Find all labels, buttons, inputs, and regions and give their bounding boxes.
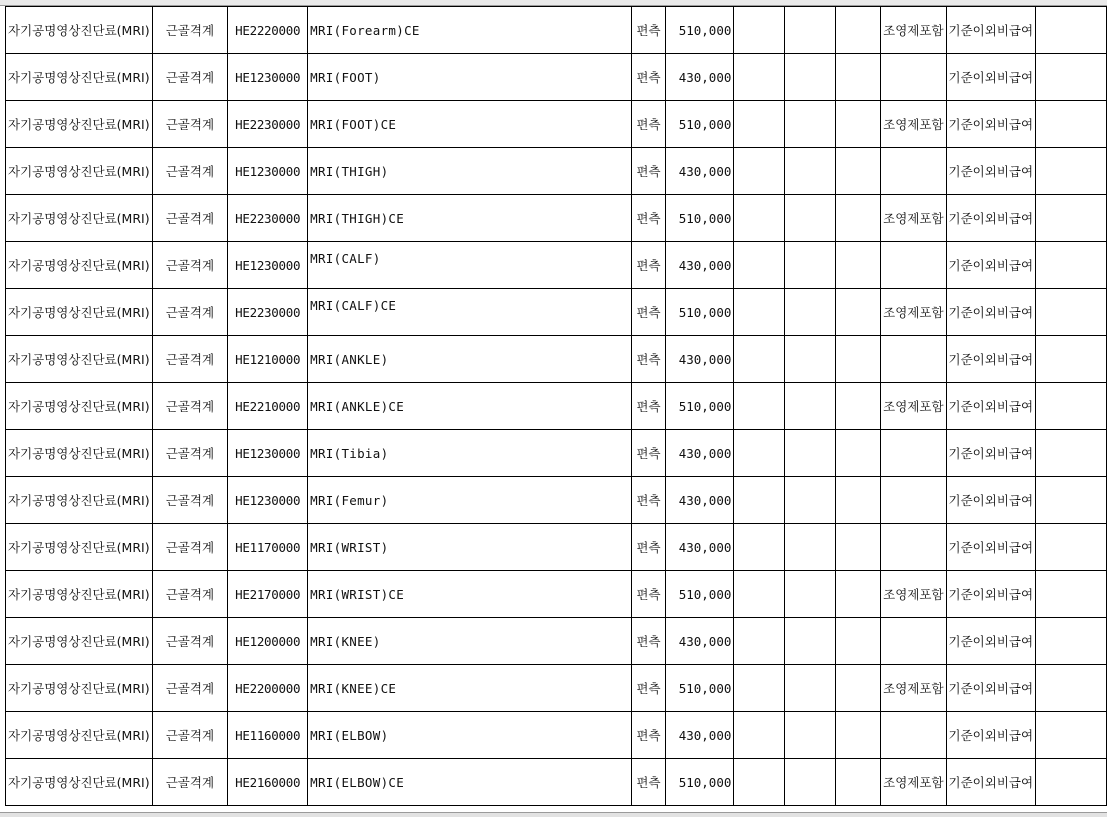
coverage-cell[interactable]: 기준이외비급여 <box>946 712 1036 759</box>
description-cell[interactable]: MRI(WRIST)CE <box>308 571 631 618</box>
empty-cell[interactable] <box>785 7 836 54</box>
empty-cell[interactable] <box>836 336 881 383</box>
procedure-name-cell[interactable]: 자기공명영상진단료(MRI) <box>6 289 153 336</box>
contrast-note-cell[interactable] <box>881 336 946 383</box>
contrast-note-cell[interactable]: 조영제포함 <box>881 665 946 712</box>
edi-code-cell[interactable]: HE2220000 <box>228 7 308 54</box>
price-cell[interactable]: 430,000 <box>666 524 734 571</box>
empty-cell[interactable] <box>734 7 785 54</box>
empty-cell[interactable] <box>734 759 785 806</box>
laterality-cell[interactable]: 편측 <box>631 242 666 289</box>
empty-cell[interactable] <box>836 242 881 289</box>
empty-cell[interactable] <box>836 524 881 571</box>
price-cell[interactable]: 510,000 <box>666 665 734 712</box>
empty-cell[interactable] <box>1036 665 1107 712</box>
body-system-cell[interactable]: 근골격계 <box>152 289 228 336</box>
body-system-cell[interactable]: 근골격계 <box>152 242 228 289</box>
empty-cell[interactable] <box>836 571 881 618</box>
empty-cell[interactable] <box>1036 148 1107 195</box>
description-cell[interactable]: MRI(CALF)CE <box>308 289 631 336</box>
description-cell[interactable]: MRI(Forearm)CE <box>308 7 631 54</box>
edi-code-cell[interactable]: HE1160000 <box>228 712 308 759</box>
laterality-cell[interactable]: 편측 <box>631 430 666 477</box>
table-body <box>6 7 1107 806</box>
coverage-cell[interactable]: 기준이외비급여 <box>946 54 1036 101</box>
edi-code-cell[interactable]: HE2200000 <box>228 665 308 712</box>
procedure-name-cell[interactable]: 자기공명영상진단료(MRI) <box>6 101 153 148</box>
edi-code-cell[interactable]: HE1230000 <box>228 477 308 524</box>
empty-cell[interactable] <box>734 101 785 148</box>
empty-cell[interactable] <box>734 665 785 712</box>
table-row <box>6 7 1107 54</box>
coverage-cell[interactable]: 기준이외비급여 <box>946 195 1036 242</box>
procedure-name-cell[interactable]: 자기공명영상진단료(MRI) <box>6 759 153 806</box>
laterality-cell[interactable]: 편측 <box>631 477 666 524</box>
procedure-name-cell[interactable]: 자기공명영상진단료(MRI) <box>6 336 153 383</box>
empty-cell[interactable] <box>734 477 785 524</box>
description-cell[interactable]: MRI(THIGH) <box>308 148 631 195</box>
coverage-cell[interactable]: 기준이외비급여 <box>946 430 1036 477</box>
description-cell[interactable]: MRI(ELBOW)CE <box>308 759 631 806</box>
empty-cell[interactable] <box>836 101 881 148</box>
procedure-name-cell[interactable]: 자기공명영상진단료(MRI) <box>6 54 153 101</box>
table-row <box>6 289 1107 336</box>
empty-cell[interactable] <box>734 195 785 242</box>
edi-code-cell[interactable]: HE2170000 <box>228 571 308 618</box>
empty-cell[interactable] <box>734 430 785 477</box>
coverage-cell[interactable]: 기준이외비급여 <box>946 148 1036 195</box>
empty-cell[interactable] <box>1036 101 1107 148</box>
empty-cell[interactable] <box>734 336 785 383</box>
contrast-note-cell[interactable] <box>881 54 946 101</box>
price-cell[interactable]: 430,000 <box>666 430 734 477</box>
laterality-cell[interactable]: 편측 <box>631 289 666 336</box>
price-cell[interactable]: 430,000 <box>666 54 734 101</box>
body-system-cell[interactable]: 근골격계 <box>152 195 228 242</box>
laterality-cell[interactable]: 편측 <box>631 665 666 712</box>
contrast-note-cell[interactable] <box>881 242 946 289</box>
empty-cell[interactable] <box>1036 618 1107 665</box>
empty-cell[interactable] <box>836 618 881 665</box>
coverage-cell[interactable]: 기준이외비급여 <box>946 618 1036 665</box>
body-system-cell[interactable]: 근골격계 <box>152 148 228 195</box>
fee-table <box>5 6 1107 806</box>
laterality-cell[interactable]: 편측 <box>631 524 666 571</box>
price-cell[interactable]: 430,000 <box>666 618 734 665</box>
procedure-name-cell[interactable]: 자기공명영상진단료(MRI) <box>6 195 153 242</box>
price-cell[interactable]: 510,000 <box>666 759 734 806</box>
description-cell[interactable]: MRI(KNEE) <box>308 618 631 665</box>
empty-cell[interactable] <box>734 383 785 430</box>
laterality-cell[interactable]: 편측 <box>631 101 666 148</box>
empty-cell[interactable] <box>734 289 785 336</box>
procedure-name-cell[interactable]: 자기공명영상진단료(MRI) <box>6 7 153 54</box>
table-row <box>6 336 1107 383</box>
table-row <box>6 618 1107 665</box>
table-row <box>6 54 1107 101</box>
contrast-note-cell[interactable]: 조영제포함 <box>881 759 946 806</box>
description-cell[interactable]: MRI(Tibia) <box>308 430 631 477</box>
coverage-cell[interactable]: 기준이외비급여 <box>946 101 1036 148</box>
empty-cell[interactable] <box>785 524 836 571</box>
empty-cell[interactable] <box>1036 336 1107 383</box>
table-row <box>6 242 1107 289</box>
empty-cell[interactable] <box>1036 383 1107 430</box>
contrast-note-cell[interactable]: 조영제포함 <box>881 101 946 148</box>
empty-cell[interactable] <box>785 383 836 430</box>
contrast-note-cell[interactable]: 조영제포함 <box>881 289 946 336</box>
contrast-note-cell[interactable]: 조영제포함 <box>881 195 946 242</box>
table-row <box>6 524 1107 571</box>
coverage-cell[interactable]: 기준이외비급여 <box>946 7 1036 54</box>
body-system-cell[interactable]: 근골격계 <box>152 618 228 665</box>
edi-code-cell[interactable]: HE1210000 <box>228 336 308 383</box>
coverage-cell[interactable]: 기준이외비급여 <box>946 383 1036 430</box>
procedure-name-cell[interactable]: 자기공명영상진단료(MRI) <box>6 430 153 477</box>
coverage-cell[interactable]: 기준이외비급여 <box>946 477 1036 524</box>
laterality-cell[interactable]: 편측 <box>631 195 666 242</box>
laterality-cell[interactable]: 편측 <box>631 336 666 383</box>
contrast-note-cell[interactable] <box>881 477 946 524</box>
coverage-cell[interactable]: 기준이외비급여 <box>946 336 1036 383</box>
price-cell[interactable]: 510,000 <box>666 101 734 148</box>
body-system-cell[interactable]: 근골격계 <box>152 712 228 759</box>
edi-code-cell[interactable]: HE1230000 <box>228 148 308 195</box>
procedure-name-cell[interactable]: 자기공명영상진단료(MRI) <box>6 571 153 618</box>
empty-cell[interactable] <box>836 195 881 242</box>
empty-cell[interactable] <box>836 383 881 430</box>
contrast-note-cell[interactable]: 조영제포함 <box>881 383 946 430</box>
table-row <box>6 430 1107 477</box>
edi-code-cell[interactable]: HE1230000 <box>228 242 308 289</box>
procedure-name-cell[interactable]: 자기공명영상진단료(MRI) <box>6 383 153 430</box>
contrast-note-cell[interactable] <box>881 430 946 477</box>
empty-cell[interactable] <box>734 54 785 101</box>
coverage-cell[interactable]: 기준이외비급여 <box>946 524 1036 571</box>
contrast-note-cell[interactable] <box>881 524 946 571</box>
empty-cell[interactable] <box>785 477 836 524</box>
empty-cell[interactable] <box>734 148 785 195</box>
laterality-cell[interactable]: 편측 <box>631 618 666 665</box>
description-cell[interactable]: MRI(THIGH)CE <box>308 195 631 242</box>
price-cell[interactable]: 510,000 <box>666 7 734 54</box>
description-cell[interactable]: MRI(CALF) <box>308 242 631 289</box>
laterality-cell[interactable]: 편측 <box>631 383 666 430</box>
body-system-cell[interactable]: 근골격계 <box>152 524 228 571</box>
empty-cell[interactable] <box>1036 289 1107 336</box>
edi-code-cell[interactable]: HE1170000 <box>228 524 308 571</box>
empty-cell[interactable] <box>785 571 836 618</box>
edi-code-cell[interactable]: HE2230000 <box>228 289 308 336</box>
body-system-cell[interactable]: 근골격계 <box>152 665 228 712</box>
description-cell[interactable]: MRI(FOOT) <box>308 54 631 101</box>
table-row <box>6 148 1107 195</box>
sheet-bottom-edge <box>0 812 1107 817</box>
body-system-cell[interactable]: 근골격계 <box>152 336 228 383</box>
edi-code-cell[interactable]: HE2230000 <box>228 195 308 242</box>
price-cell[interactable]: 430,000 <box>666 148 734 195</box>
coverage-cell[interactable]: 기준이외비급여 <box>946 571 1036 618</box>
empty-cell[interactable] <box>836 665 881 712</box>
description-cell[interactable]: MRI(ANKLE)CE <box>308 383 631 430</box>
laterality-cell[interactable]: 편측 <box>631 148 666 195</box>
body-system-cell[interactable]: 근골격계 <box>152 477 228 524</box>
procedure-name-cell[interactable]: 자기공명영상진단료(MRI) <box>6 618 153 665</box>
empty-cell[interactable] <box>785 665 836 712</box>
contrast-note-cell[interactable]: 조영제포함 <box>881 7 946 54</box>
description-cell[interactable]: MRI(ELBOW) <box>308 712 631 759</box>
contrast-note-cell[interactable]: 조영제포함 <box>881 571 946 618</box>
empty-cell[interactable] <box>1036 195 1107 242</box>
procedure-name-cell[interactable]: 자기공명영상진단료(MRI) <box>6 148 153 195</box>
empty-cell[interactable] <box>785 336 836 383</box>
coverage-cell[interactable]: 기준이외비급여 <box>946 242 1036 289</box>
empty-cell[interactable] <box>836 759 881 806</box>
empty-cell[interactable] <box>836 477 881 524</box>
procedure-name-cell[interactable]: 자기공명영상진단료(MRI) <box>6 524 153 571</box>
description-cell[interactable]: MRI(ANKLE) <box>308 336 631 383</box>
description-cell[interactable]: MRI(WRIST) <box>308 524 631 571</box>
body-system-cell[interactable]: 근골격계 <box>152 7 228 54</box>
procedure-name-cell[interactable]: 자기공명영상진단료(MRI) <box>6 477 153 524</box>
price-cell[interactable]: 430,000 <box>666 242 734 289</box>
edi-code-cell[interactable]: HE1230000 <box>228 430 308 477</box>
body-system-cell[interactable]: 근골격계 <box>152 383 228 430</box>
table-row <box>6 759 1107 806</box>
edi-code-cell[interactable]: HE2160000 <box>228 759 308 806</box>
price-cell[interactable]: 510,000 <box>666 383 734 430</box>
laterality-cell[interactable]: 편측 <box>631 54 666 101</box>
empty-cell[interactable] <box>734 242 785 289</box>
empty-cell[interactable] <box>734 571 785 618</box>
empty-cell[interactable] <box>785 712 836 759</box>
empty-cell[interactable] <box>734 524 785 571</box>
empty-cell[interactable] <box>785 759 836 806</box>
empty-cell[interactable] <box>836 712 881 759</box>
edi-code-cell[interactable]: HE2210000 <box>228 383 308 430</box>
table-row <box>6 383 1107 430</box>
procedure-name-cell[interactable]: 자기공명영상진단료(MRI) <box>6 242 153 289</box>
empty-cell[interactable] <box>785 148 836 195</box>
price-cell[interactable]: 430,000 <box>666 477 734 524</box>
coverage-cell[interactable]: 기준이외비급여 <box>946 665 1036 712</box>
empty-cell[interactable] <box>1036 759 1107 806</box>
table-row <box>6 195 1107 242</box>
body-system-cell[interactable]: 근골격계 <box>152 759 228 806</box>
empty-cell[interactable] <box>836 54 881 101</box>
empty-cell[interactable] <box>785 430 836 477</box>
table-row <box>6 571 1107 618</box>
description-cell[interactable]: MRI(Femur) <box>308 477 631 524</box>
table-row <box>6 477 1107 524</box>
contrast-note-cell[interactable] <box>881 148 946 195</box>
empty-cell[interactable] <box>1036 571 1107 618</box>
empty-cell[interactable] <box>785 618 836 665</box>
empty-cell[interactable] <box>734 618 785 665</box>
body-system-cell[interactable]: 근골격계 <box>152 54 228 101</box>
table-row <box>6 665 1107 712</box>
empty-cell[interactable] <box>785 101 836 148</box>
empty-cell[interactable] <box>1036 242 1107 289</box>
laterality-cell[interactable]: 편측 <box>631 571 666 618</box>
empty-cell[interactable] <box>1036 7 1107 54</box>
empty-cell[interactable] <box>836 289 881 336</box>
table-row <box>6 101 1107 148</box>
price-cell[interactable]: 430,000 <box>666 336 734 383</box>
description-cell[interactable]: MRI(KNEE)CE <box>308 665 631 712</box>
description-cell[interactable]: MRI(FOOT)CE <box>308 101 631 148</box>
contrast-note-cell[interactable] <box>881 618 946 665</box>
coverage-cell[interactable]: 기준이외비급여 <box>946 289 1036 336</box>
edi-code-cell[interactable]: HE1230000 <box>228 54 308 101</box>
empty-cell[interactable] <box>836 148 881 195</box>
empty-cell[interactable] <box>785 54 836 101</box>
procedure-name-cell[interactable]: 자기공명영상진단료(MRI) <box>6 665 153 712</box>
empty-cell[interactable] <box>836 7 881 54</box>
coverage-cell[interactable]: 기준이외비급여 <box>946 759 1036 806</box>
laterality-cell[interactable]: 편측 <box>631 759 666 806</box>
contrast-note-cell[interactable] <box>881 712 946 759</box>
empty-cell[interactable] <box>785 242 836 289</box>
laterality-cell[interactable]: 편측 <box>631 712 666 759</box>
price-cell[interactable]: 510,000 <box>666 289 734 336</box>
price-cell[interactable]: 510,000 <box>666 571 734 618</box>
empty-cell[interactable] <box>1036 524 1107 571</box>
price-cell[interactable]: 430,000 <box>666 712 734 759</box>
body-system-cell[interactable]: 근골격계 <box>152 101 228 148</box>
table-row <box>6 712 1107 759</box>
empty-cell[interactable] <box>734 712 785 759</box>
price-cell[interactable]: 510,000 <box>666 195 734 242</box>
body-system-cell[interactable]: 근골격계 <box>152 430 228 477</box>
body-system-cell[interactable]: 근골격계 <box>152 571 228 618</box>
empty-cell[interactable] <box>1036 430 1107 477</box>
edi-code-cell[interactable]: HE1200000 <box>228 618 308 665</box>
empty-cell[interactable] <box>785 289 836 336</box>
empty-cell[interactable] <box>836 430 881 477</box>
edi-code-cell[interactable]: HE2230000 <box>228 101 308 148</box>
empty-cell[interactable] <box>785 195 836 242</box>
procedure-name-cell[interactable]: 자기공명영상진단료(MRI) <box>6 712 153 759</box>
laterality-cell[interactable]: 편측 <box>631 7 666 54</box>
empty-cell[interactable] <box>1036 477 1107 524</box>
empty-cell[interactable] <box>1036 54 1107 101</box>
empty-cell[interactable] <box>1036 712 1107 759</box>
